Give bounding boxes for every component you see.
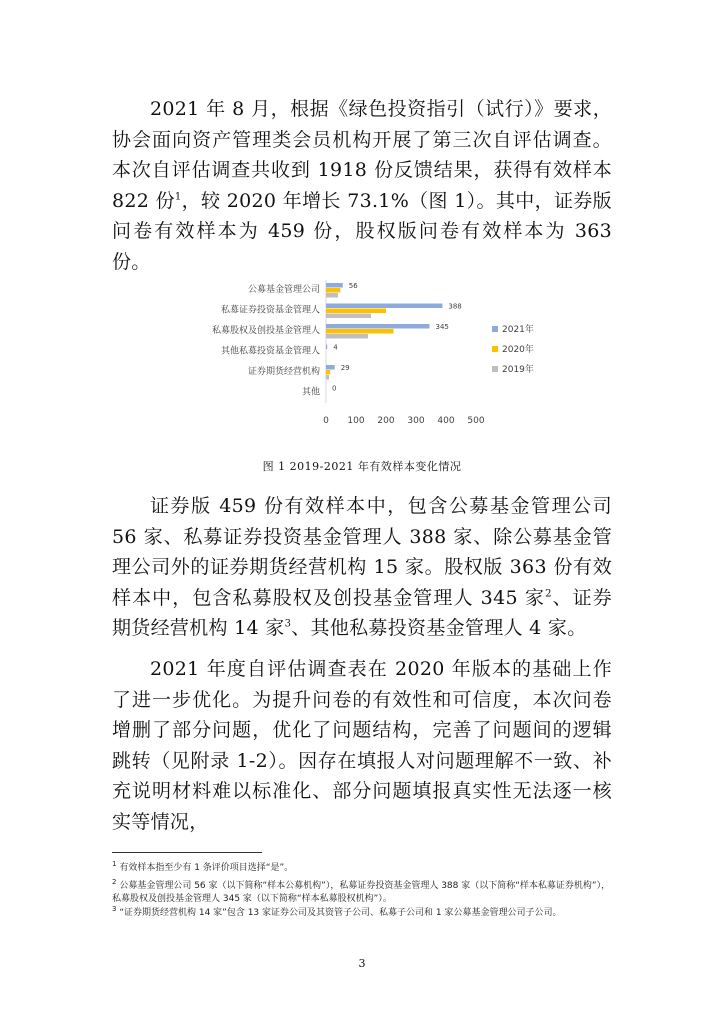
x-tick-label: 200 xyxy=(377,416,395,426)
bar-2021年-公募基金管理公司 xyxy=(326,283,343,288)
footnote-1 xyxy=(112,862,612,875)
bar-2019年-证券期货经营机构 xyxy=(326,375,329,380)
data-label: 56 xyxy=(348,282,358,290)
data-label: 388 xyxy=(448,302,462,311)
footnote-mark: 1 xyxy=(112,860,117,868)
paragraph-text: 证券版 459 份有效样本中，包含公募基金管理公司 56 家、私募证券投资基金管理人 388 家、除公募基金管理公司外的证券期货经营机构 15 家。股权版 363 份有效样本中，包含私募股权及创投基金管理人 345 家 xyxy=(112,495,612,609)
legend xyxy=(492,323,534,375)
footnote-text: 有效样本指至少有 1 条评价项目选择“是”。 xyxy=(119,863,294,873)
bar-2019年-私募股权及创投基金管理人 xyxy=(326,334,368,339)
category-labels xyxy=(212,283,320,398)
figure-caption: 图 1 2019-2021 年有效样本变化情况 xyxy=(262,460,462,473)
legend-label: 2021年 xyxy=(502,325,534,335)
x-tick-labels xyxy=(323,416,485,426)
bar-2021年-私募证券投资基金管理人 xyxy=(326,304,442,309)
data-label: 29 xyxy=(340,364,350,372)
x-tick-label: 300 xyxy=(407,416,425,426)
bar-2021年-证券期货经营机构 xyxy=(326,365,335,370)
data-label: 4 xyxy=(333,343,338,352)
category-label: 私募证券投资基金管理人 xyxy=(220,305,320,316)
bar-2021年-私募股权及创投基金管理人 xyxy=(326,324,430,329)
bar-2019年-私募证券投资基金管理人 xyxy=(326,314,371,319)
sample-change-bar-chart xyxy=(174,275,554,430)
bar-2020年-私募证券投资基金管理人 xyxy=(326,309,386,314)
legend-swatch xyxy=(492,346,498,352)
category-label: 公募基金管理公司 xyxy=(247,285,320,295)
bar-2020年-公募基金管理公司 xyxy=(326,288,340,293)
x-tick-label: 400 xyxy=(437,416,455,426)
paragraph-survey-overview xyxy=(112,94,612,277)
bar-2020年-私募股权及创投基金管理人 xyxy=(326,329,394,334)
footnote-ref[interactable]: 2 xyxy=(545,588,552,600)
footnote-ref[interactable]: 1 xyxy=(174,191,182,203)
legend-swatch xyxy=(492,366,498,372)
legend-swatch xyxy=(492,326,498,332)
footnote-ref[interactable]: 3 xyxy=(284,618,292,630)
legend-label: 2019年 xyxy=(502,365,534,375)
footnote-mark: 3 xyxy=(112,905,117,913)
footnote-mark: 2 xyxy=(112,878,117,886)
paragraph-text: 、证券期货经营机构 14 家 xyxy=(112,586,612,639)
category-label: 证券期货经营机构 xyxy=(247,367,320,377)
x-tick-label: 500 xyxy=(467,416,485,426)
category-label: 其他 xyxy=(301,387,320,398)
category-label: 私募股权及创投基金管理人 xyxy=(211,326,320,336)
paragraph-text: 、其他私募投资基金管理人 4 家。 xyxy=(291,617,587,639)
paragraph-text: 2021 年 8 月，根据《绿色投资指引（试行）》要求，协会面向资产管理类会员机构开展了第三次自评估调查。本次自评估调查共收到 1918 份反馈结果，获得有效样本 822 份 xyxy=(112,98,612,212)
paragraph-survey-optimization xyxy=(112,654,612,837)
category-label: 其他私募投资基金管理人 xyxy=(220,346,320,357)
x-tick-label: 100 xyxy=(347,416,365,426)
footnote-divider xyxy=(112,852,262,853)
bar-2020年-证券期货经营机构 xyxy=(326,370,330,375)
paragraph-text: 2021 年度自评估调查表在 2020 年版本的基础上作了进一步优化。为提升问卷的有效性和可信度，本次问卷增删了部分问题，优化了问题结构，完善了问题间的逻辑跳转（见附录 1-2）。因存在填报人对问题理解不一致、补充说明材料难以标准化、部分问题填报真实性无法逐一核实等情况， xyxy=(112,658,612,833)
footnote-text: 公募基金管理公司 56 家（以下简称“样本公募机构”），私募证券投资基金管理人 388 家（以下简称“样本私募证券机构”），私募股权及创投基金管理人 345 家（以下简称“样本私募股权机构”）。 xyxy=(112,881,611,904)
data-label: 345 xyxy=(435,323,449,331)
legend-label: 2020年 xyxy=(502,345,534,355)
page-number: 3 xyxy=(358,957,366,970)
footnote-2 xyxy=(112,880,612,906)
paragraph-text: ，较 2020 年增长 73.1%（图 1）。其中，证券版问卷有效样本为 459 份，股权版问卷有效样本为 363 份。 xyxy=(112,189,612,273)
paragraph-sample-breakdown xyxy=(112,491,612,644)
footnote-3 xyxy=(112,907,612,920)
bar-2021年-其他私募投资基金管理人 xyxy=(326,345,327,350)
data-label: 0 xyxy=(332,384,337,393)
bar-2019年-公募基金管理公司 xyxy=(326,293,338,298)
footnote-text: “证券期货经营机构 14 家”包含 13 家证券公司及其资管子公司、私募子公司和 1 家公募基金管理公司子公司。 xyxy=(119,908,562,918)
x-tick-label: 0 xyxy=(323,416,329,426)
